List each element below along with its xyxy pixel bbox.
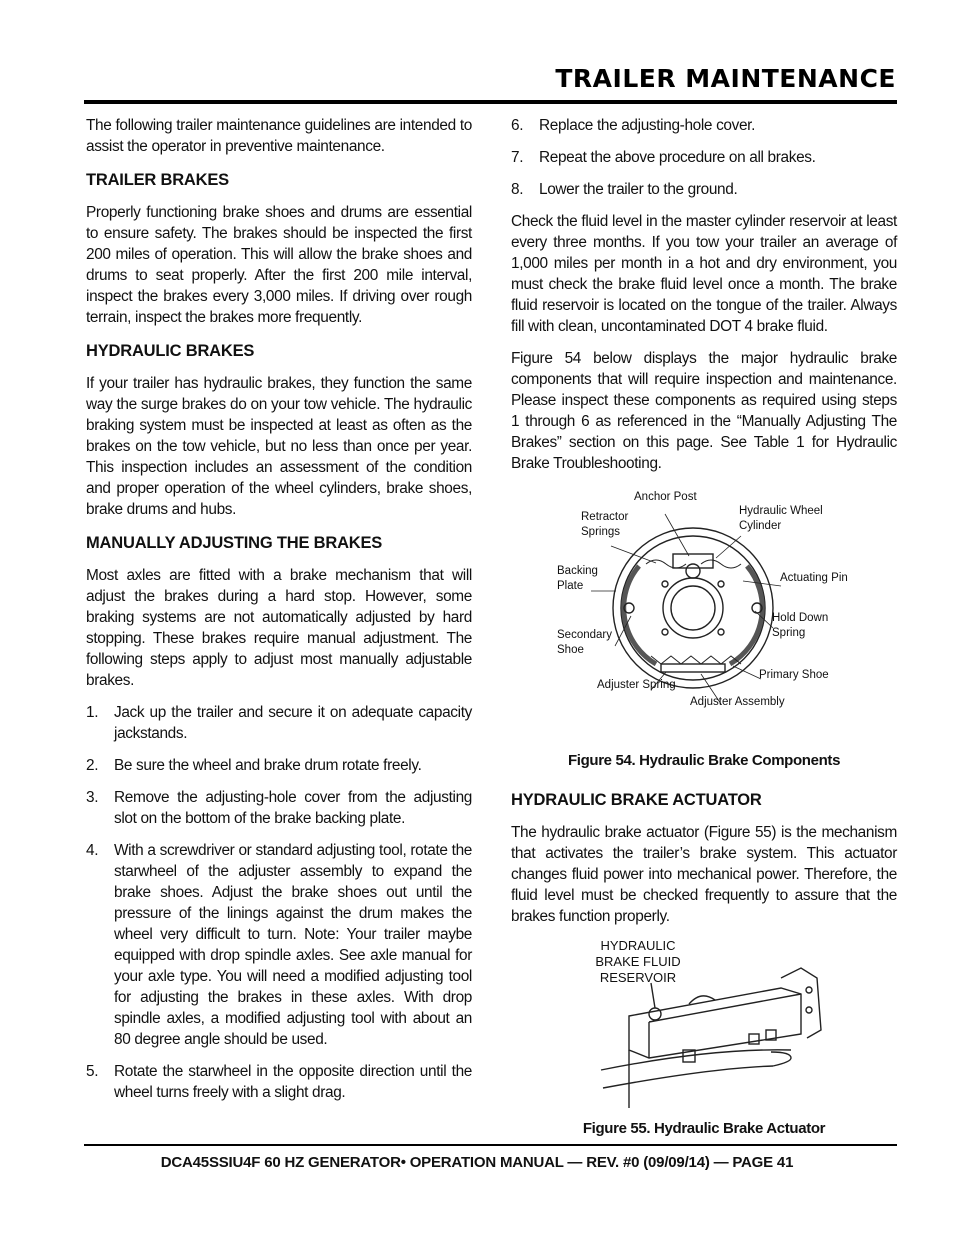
header-rule — [84, 100, 897, 104]
list-item — [511, 115, 897, 136]
footer-rule — [84, 1144, 897, 1146]
list-item — [86, 1061, 472, 1103]
label-wheel-cylinder-1: Hydraulic Wheel — [739, 505, 823, 517]
label-anchor-post: Anchor Post — [634, 491, 697, 503]
list-item — [86, 787, 472, 829]
brake-diagram — [511, 496, 897, 721]
manual-adjust-paragraph: Most axles are fitted with a brake mechanism that will adjust the brakes during a hard stop. However, some braking systems are not automatically adjusted by hard stopping. These brakes require manual adjustment. The following steps apply to adjust most manually adjustable brakes. — [86, 567, 472, 689]
hydraulic-brakes-heading: HYDRAULIC BRAKES — [86, 342, 255, 360]
steps-list-left — [86, 702, 472, 1103]
list-item — [511, 147, 897, 168]
intro-paragraph: The following trailer maintenance guidelines are intended to assist the operator in preventive maintenance. — [86, 117, 472, 155]
label-hold-down-spring-2: Spring — [772, 627, 806, 639]
left-column — [86, 115, 472, 1114]
label-reservoir-1: HYDRAULIC — [600, 938, 676, 953]
step-number: 4. — [86, 842, 99, 859]
figure-intro-paragraph: Figure 54 below displays the major hydraulic brake components that will require inspection and maintenance. Please inspect these components as required using steps 1 through 6 as referenced in the “Manually Adjusting The Brakes” section on this page. See Table 1 for Hydraulic Brake Troubleshooting. — [511, 350, 897, 472]
label-reservoir-2: BRAKE FLUID — [595, 954, 681, 969]
hydraulic-brakes-paragraph: If your trailer has hydraulic brakes, they function the same way the surge brakes do on your tow vehicle. The hydraulic braking system must be inspected at least as often as the brakes on the tow vehicle, but no less than once per year. This inspection includes an assessment of the condition and proper operation of the wheel cylinders, brake shoes, brake drums and hubs. — [86, 375, 472, 518]
label-secondary-shoe-1: Secondary — [557, 629, 612, 641]
step-text: Repeat the above procedure on all brakes. — [539, 149, 816, 166]
step-text: Remove the adjusting-hole cover from the adjusting slot on the bottom of the brake backing plate. — [114, 789, 472, 827]
step-number: 6. — [511, 117, 524, 134]
label-retractor-springs-2: Springs — [581, 526, 620, 538]
step-text: Replace the adjusting-hole cover. — [539, 117, 756, 134]
list-item — [86, 702, 472, 744]
label-reservoir-3: RESERVOIR — [599, 970, 677, 985]
label-adjuster-assembly: Adjuster Assembly — [690, 696, 785, 708]
step-number: 1. — [86, 704, 99, 721]
list-item — [86, 755, 472, 776]
figure-54-caption: Figure 54. Hydraulic Brake Components — [567, 752, 841, 769]
trailer-brakes-heading: TRAILER BRAKES — [86, 171, 229, 189]
step-number: 3. — [86, 789, 99, 806]
steps-list-right — [511, 115, 897, 200]
step-number: 2. — [86, 757, 99, 774]
label-primary-shoe: Primary Shoe — [759, 669, 829, 681]
step-text: With a screwdriver or standard adjusting tool, rotate the starwheel of the adjuster assembly to expand the brake shoes. Adjust the brake shoes out until the pressure of the linings against the drum makes the wheel very difficult to turn. Note: Your trailer maybe equipped with drop spindle axles. See axle manual for your axle type. You will need a modified adjusting tool for adjusting the brakes in these axles. With drop spindle axles, a modified adjusting tool with about an 80 degree angle should be used. — [114, 842, 472, 1048]
label-actuating-pin: Actuating Pin — [780, 572, 848, 584]
trailer-brakes-paragraph: Properly functioning brake shoes and drums are essential to ensure safety. The brakes should be inspected the first 200 miles of operation. This will allow the brake shoes and drums to seat properly. After the first 200 mile interval, inspect the brakes every 3,000 miles. If driving over rough terrain, inspect the brakes more frequently. — [86, 204, 472, 326]
step-number: 7. — [511, 149, 524, 166]
label-backing-plate-1: Backing — [557, 565, 598, 577]
label-backing-plate-2: Plate — [557, 580, 584, 592]
label-retractor-springs-1: Retractor — [581, 511, 629, 523]
label-wheel-cylinder-2: Cylinder — [739, 520, 782, 532]
step-text: Rotate the starwheel in the opposite direction until the wheel turns freely with a slight drag. — [114, 1063, 472, 1101]
figure-54 — [511, 491, 897, 736]
label-hold-down-spring-1: Hold Down — [772, 612, 829, 624]
actuator-heading: HYDRAULIC BRAKE ACTUATOR — [511, 791, 762, 809]
page-footer: DCA45SSIU4F 60 HZ GENERATOR• OPERATION MANUAL — REV. #0 (09/09/14) — PAGE 41 — [160, 1154, 794, 1171]
step-number: 8. — [511, 181, 524, 198]
step-number: 5. — [86, 1063, 99, 1080]
label-secondary-shoe-2: Shoe — [557, 644, 584, 656]
figure-55 — [511, 938, 897, 1108]
fluid-check-paragraph: Check the fluid level in the master cylinder reservoir at least every three months. If you tow your trailer an average of 1,000 miles per month in a hot and dry environment, you must check the brake fluid level once a month. The brake fluid reservoir is located on the tongue of the trailer. Always fill with clean, uncontaminated DOT 4 brake fluid. — [511, 213, 897, 335]
figure-55-caption: Figure 55. Hydraulic Brake Actuator — [582, 1120, 826, 1137]
step-text: Be sure the wheel and brake drum rotate freely. — [114, 757, 422, 774]
page-title: TRAILER MAINTENANCE — [555, 64, 896, 93]
list-item — [86, 840, 472, 1050]
right-column — [511, 115, 897, 1139]
actuator-diagram — [511, 938, 897, 1108]
label-adjuster-spring: Adjuster Spring — [597, 679, 676, 691]
list-item — [511, 179, 897, 200]
step-text: Jack up the trailer and secure it on adequate capacity jackstands. — [114, 704, 472, 742]
actuator-paragraph: The hydraulic brake actuator (Figure 55) is the mechanism that activates the trailer’s brake system. This actuator changes fluid power into mechanical power. Therefore, the fluid level must be checked frequently to assure that the brakes function properly. — [511, 824, 897, 925]
step-text: Lower the trailer to the ground. — [539, 181, 738, 198]
manual-adjust-heading: MANUALLY ADJUSTING THE BRAKES — [86, 534, 383, 552]
